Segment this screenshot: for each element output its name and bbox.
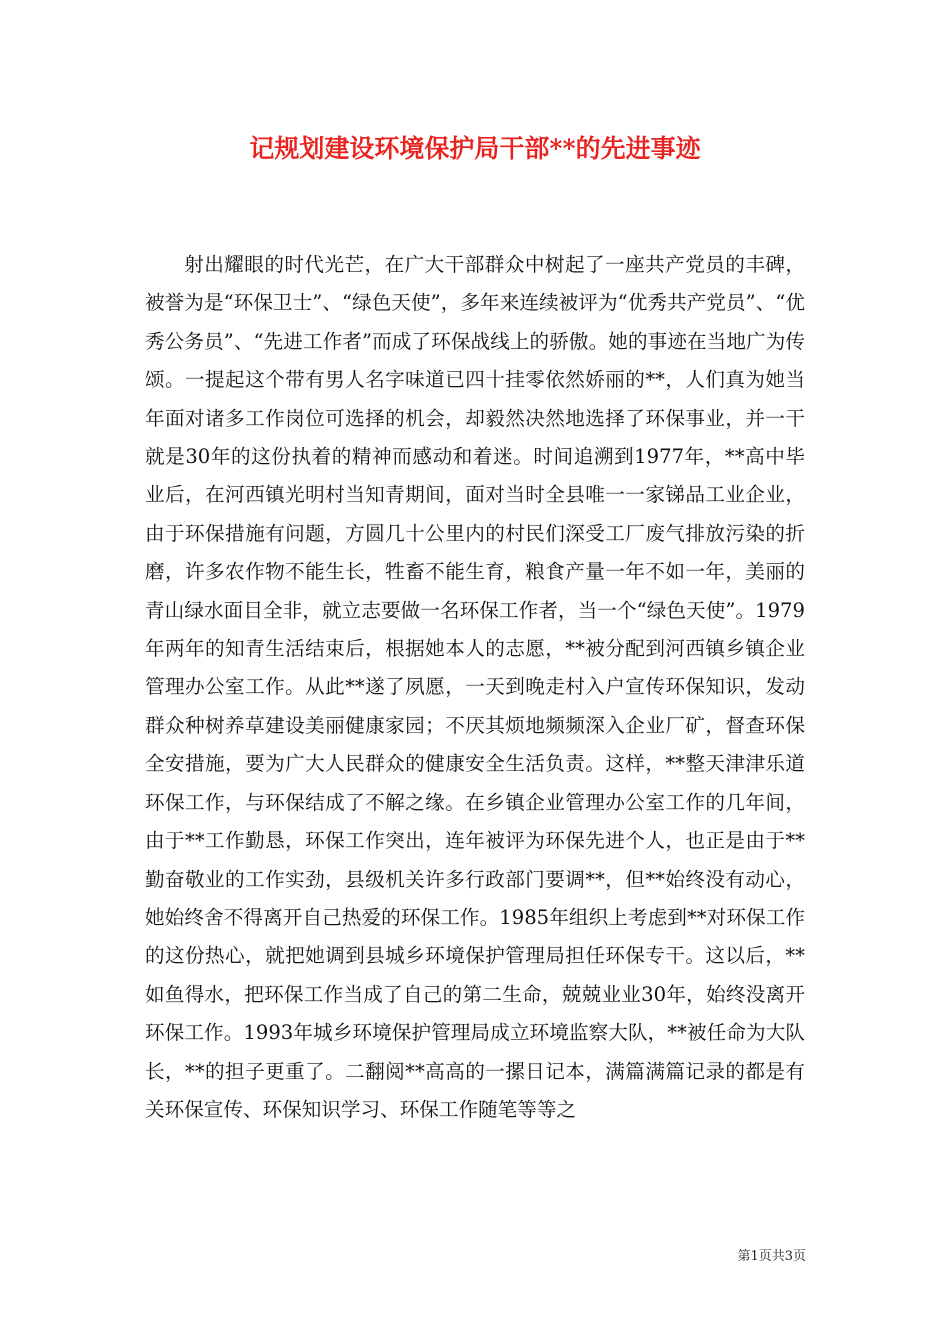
body-paragraph: 射出耀眼的时代光芒，在广大干部群众中树起了一座共产党员的丰碑，被誉为是“环保卫士”、“绿色天使”，多年来连续被评为“优秀共产党员”、“优秀公务员”、“先进工作者”而成了环保战线上的骄傲。她的事迹在当地广为传颂。一提起这个带有男人名字味道已四十挂零依然娇丽的**，人们真为她当年面对诸多工作岗位可选择的机会，却毅然决然地选择了环保事业，并一干就是30年的这份执着的精神而感动和着迷。时间追溯到1977年，**高中毕业后，在河西镇光明村当知青期间，面对当时全县唯一一家锑品工业企业，由于环保措施有问题，方圆几十公里内的村民们深受工厂废气排放污染的折磨，许多农作物不能生长，牲畜不能生育，粮食产量一年不如一年，美丽的青山绿水面目全非，就立志要做一名环保工作者，当一个“绿色天使”。1979年两年的知青生活结束后，根据她本人的志愿，**被分配到河西镇乡镇企业管理办公室工作。从此**遂了夙愿，一天到晚走村入户宣传环保知识，发动群众种树养草建设美丽健康家园；不厌其烦地频频深入企业厂矿，督查环保全安措施，要为广大人民群众的健康安全生活负责。这样，**整天津津乐道环保工作，与环保结成了不解之缘。在乡镇企业管理办公室工作的几年间，由于**工作勤恳，环保工作突出，连年被评为环保先进个人，也正是由于**勤奋敬业的工作实劲，县级机关许多行政部门要调**，但**始终没有动心，她始终舍不得离开自己热爱的环保工作。1985年组织上考虑到**对环保工作的这份热心，就把她调到县城乡环境保护管理局担任环保专干。这以后，**如鱼得水，把环保工作当成了自己的第二生命，兢兢业业30年，始终没离开环保工作。1993年城乡环境保护管理局成立环境监察大队，**被任命为大队长，**的担子更重了。二翻阅**高高的一摞日记本，满篇满篇记录的都是有关环保宣传、环保知识学习、环保工作随笔等等之 xyxy=(145,253,805,1121)
document-title: 记规划建设环境保护局干部**的先进事迹 xyxy=(249,134,701,163)
page-number: 第1页共3页 xyxy=(737,1249,806,1264)
